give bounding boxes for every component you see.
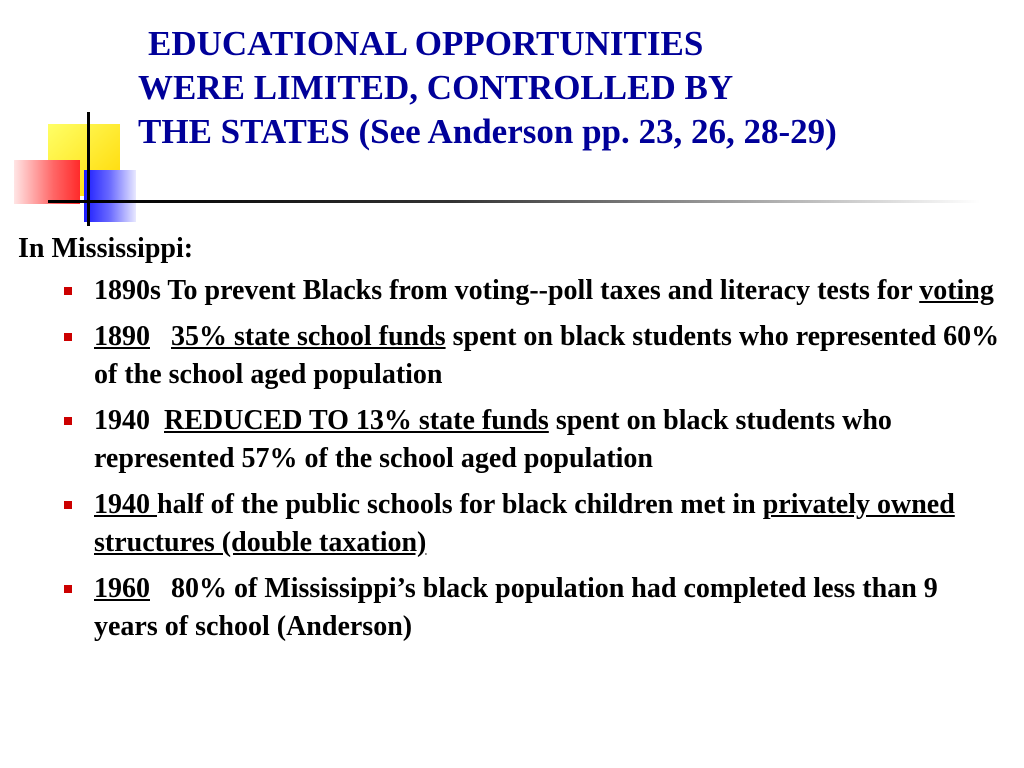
title-line-3: THE STATES (See Anderson pp. 23, 26, 28-29) xyxy=(138,112,837,151)
bullet-3-year: 1940 xyxy=(94,405,164,436)
intro-heading: In Mississippi: xyxy=(18,233,194,264)
square-bullet-icon xyxy=(64,585,72,593)
red-square-shape xyxy=(14,160,80,204)
bullet-item-3 xyxy=(18,402,1008,478)
square-bullet-icon xyxy=(64,287,72,295)
bullet-2-underlined: 35% state school funds xyxy=(171,321,446,352)
slide-title xyxy=(138,22,998,154)
bullet-2-gap xyxy=(150,321,171,352)
bullet-item-5 xyxy=(18,570,1008,646)
bullet-5-text: 80% of Mississippi’s black population had completed less than 9 years of school (Anderson) xyxy=(94,573,945,642)
slide-logo-decoration xyxy=(0,0,160,240)
bullet-2-year: 1890 xyxy=(94,321,150,352)
title-divider-rule xyxy=(100,200,980,203)
bullet-4-underlined: privately owned structures (double taxation) xyxy=(94,489,955,558)
logo-vertical-line xyxy=(87,112,90,226)
slide-body xyxy=(18,230,1008,654)
bullet-item-2 xyxy=(18,318,1008,394)
bullet-3-text: spent on black students who represented 57% of the school aged population xyxy=(94,405,892,474)
bullet-5-year: 1960 xyxy=(94,573,150,604)
bullet-1-underlined: voting xyxy=(919,275,994,306)
bullet-2-text: spent on black students who represented 60% of the school aged population xyxy=(94,321,1000,390)
title-line-1: EDUCATIONAL OPPORTUNITIES xyxy=(148,24,704,63)
bullet-3-underlined: REDUCED TO 13% state funds xyxy=(164,405,549,436)
square-bullet-icon xyxy=(64,501,72,509)
bullet-4-text: half of the public schools for black children met in xyxy=(157,489,763,520)
bullet-4-year: 1940 xyxy=(94,489,157,520)
title-line-2: WERE LIMITED, CONTROLLED BY xyxy=(138,68,734,107)
bullet-item-1 xyxy=(18,272,1008,310)
square-bullet-icon xyxy=(64,333,72,341)
bullet-1-text: 1890s To prevent Blacks from voting--poll taxes and literacy tests for xyxy=(94,275,920,306)
blue-square-shape xyxy=(84,170,136,222)
bullet-item-4 xyxy=(18,486,1008,562)
bullet-list xyxy=(18,272,1008,646)
square-bullet-icon xyxy=(64,417,72,425)
